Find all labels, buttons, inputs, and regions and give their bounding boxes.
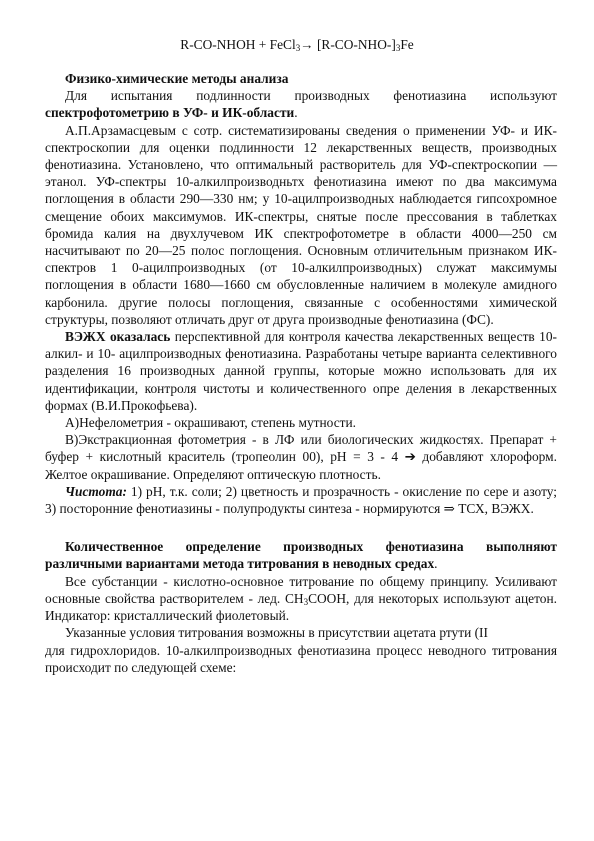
- paragraph-text-continued: COOH, для некоторых используют ацетон. Индикатор: кристаллический фиолетовый.: [45, 590, 557, 624]
- equation-left-subscript: 3: [295, 43, 301, 53]
- equation-right-subscript: 3: [395, 43, 401, 53]
- reaction-arrow: →: [300, 37, 314, 52]
- paragraph-text: Все субстанции - кислотно-основное титрование по общему принципу. Усиливают основные свойства растворителем - лед. CH: [45, 573, 557, 606]
- implies-arrow-icon: ⇒: [443, 501, 455, 517]
- equation-right-end: Fe: [400, 37, 414, 52]
- paragraph-nephelometry: А)Нефелометрия - окрашивают, степень мутности.: [65, 415, 357, 431]
- paragraph-hydrochlorides: для гидрохлоридов. 10-алкилпроизводных фенотиазина процесс неводного титрования происходит по следующей схеме:: [45, 642, 557, 675]
- paragraph-spectroscopy: А.П.Арзамасцевым с сотр. систематизированы сведения о применении УФ- и ИК-спектроскопии для оценки подлинности 12 лекарственных веществ, производных фенотиазина. Установлено, что оптимальный растворитель для УФ-спектроскопии — этанол. УФ-спектры 10-алкилпроизводньтх фенотиазина имеют по два максимума поглощения в области 290—330 нм; у 10-ацилпроизводных наблюдается гипсохромное смещение обоих максимумов. ИК-спектры, снятые после прессования в таблетках бромида калия на двухлучевом ИК спектрофотометре в области 4000—250 см насчитывают по 20—25 полос поглощения. Основным отличительным признаком ИК-спектров 1 0-ацилпроизводных (от 10-алкилпроизводных) служат максимумы поглощения в области 1680—1660 см обусловленные наличием в молекуле амидного карбонила. другие полосы поглощения, связанные с особенностями химической структуры, позволяют отличать друг от друга производные фенотиазина (ФС).: [45, 122, 557, 327]
- reaction-equation: [0, 36, 594, 53]
- paragraph-text: В)Экстракционная фотометрия - в ЛФ или биологических жидкостях. Препарат + буфер + кислотный краситель (тропеолин 00), рН = 3 - 4: [45, 432, 557, 465]
- bold-phrase: ВЭЖХ оказалась: [65, 329, 171, 345]
- purity-label: Чистота:: [65, 483, 127, 499]
- heading-text: Количественное определение производных фенотиазина выполняют различными вариантами метода титрования в неводных средах: [45, 539, 557, 572]
- paragraph-extraction-photometry: [45, 431, 557, 483]
- paragraph-end: .: [294, 105, 298, 121]
- section-heading-quantitative: [45, 538, 557, 572]
- section-spacer: [45, 517, 557, 534]
- document-body: [45, 70, 557, 676]
- equation-right: [R-CO-NHO-]: [313, 37, 396, 52]
- right-arrow-icon: ➔: [404, 449, 416, 465]
- bold-phrase: спектрофотометрию в УФ- и ИК-области: [45, 105, 295, 121]
- paragraph-hplc: [45, 328, 557, 414]
- paragraph-end: добавляют хлороформ. Желтое окрашивание. Определяют оптическую плотность.: [45, 449, 557, 482]
- paragraph-end: ТСХ, ВЭЖХ.: [454, 501, 534, 517]
- paragraph-text: Для испытания подлинности производных фенотиазина используют: [65, 88, 557, 104]
- formula-subscript: 3: [303, 596, 309, 607]
- paragraph-titration: [45, 573, 557, 625]
- paragraph-mercury-acetate: Указанные условия титрования возможны в присутствии ацетата ртути (II: [65, 625, 488, 641]
- paragraph-text: 1) рН, т.к. соли; 2) цветность и прозрачность - окисление по сере и азоту; 3) посторонние фенотиазины - полупродукты синтеза - нормируются: [45, 483, 557, 517]
- paragraph-text: перспективной для контроля качества лекарственных веществ 10-алкил- и 10- ацилпроизводных фенотиазина. Разработаны четыре варианта селективного разделения 16 производных данной группы, которые можно использовать для их идентификации, контроля чистоты и количественного опре деления в лекарственных формах (В.И.Прокофьева).: [45, 329, 557, 413]
- paragraph-identification: [45, 87, 557, 121]
- paragraph-purity: [45, 483, 557, 517]
- equation-left: R-CO-NHOH + FeCl: [180, 37, 296, 52]
- heading-end: .: [434, 556, 438, 572]
- section-heading-physchem: Физико-химические методы анализа: [65, 71, 289, 86]
